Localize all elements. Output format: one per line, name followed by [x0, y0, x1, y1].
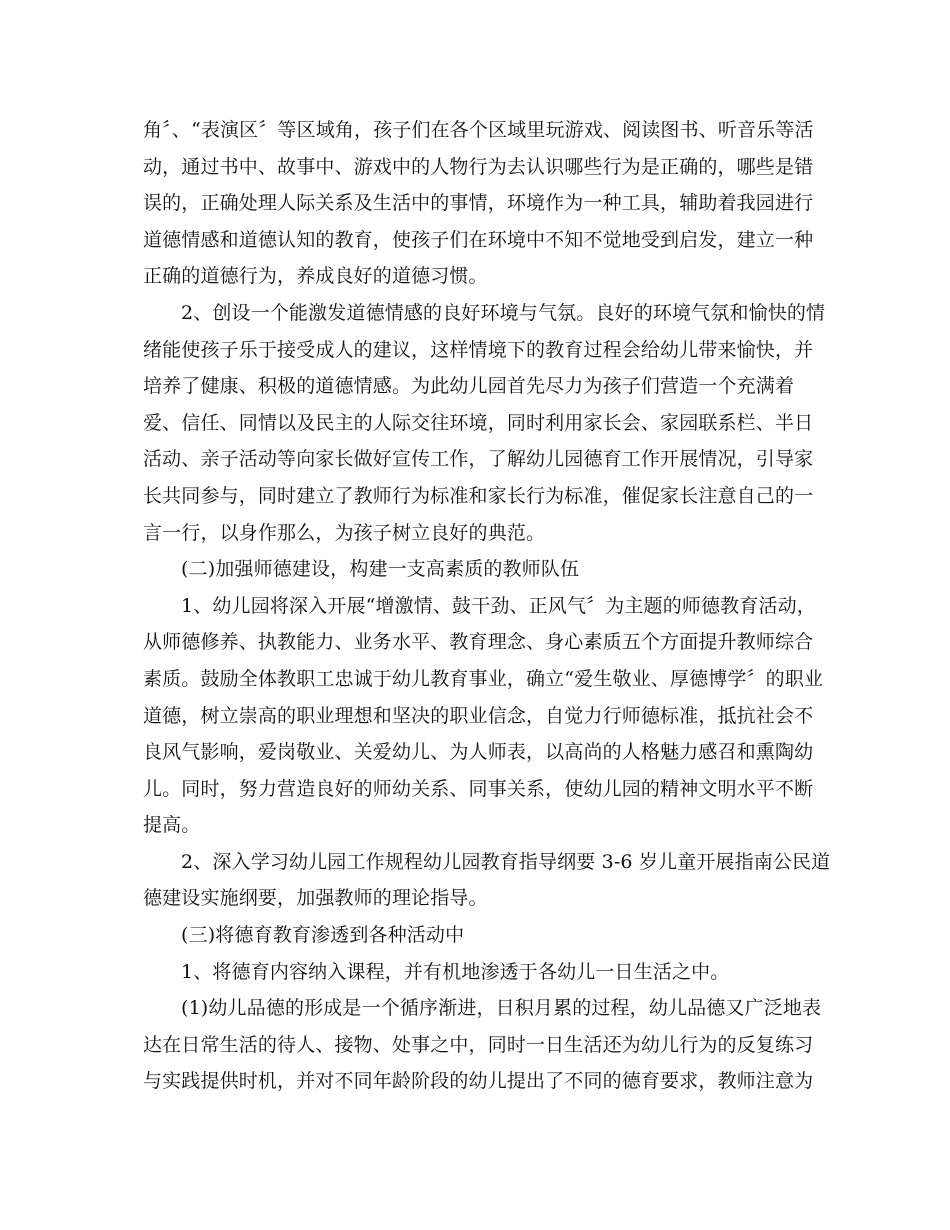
paragraph-start: 1、将德育内容纳入课程，并有机地渗透于各幼儿一日生活之中。 — [181, 960, 730, 983]
text-line: 误的，正确处理人际关系及生活中的事情，环境作为一种工具，辅助着我园进行 — [143, 192, 814, 215]
text-line: 素质。鼓励全体教职工忠诚于幼儿教育事业，确立“爱生敬业、厚德博学〞的职业 — [143, 667, 824, 690]
text-line: 与实践提供时机，并对不同年龄阶段的幼儿提出了不同的德育要求，教师注意为 — [143, 1070, 814, 1093]
text-line: 爱、信任、同情以及民主的人际交往环境，同时利用家长会、家园联系栏、半日 — [143, 411, 814, 434]
paragraph-start: 2、创设一个能激发道德情感的良好环境与气氛。良好的环境气氛和愉快的情 — [181, 301, 826, 324]
text-line: 长共同参与，同时建立了教师行为标准和家长行为标准，催促家长注意自己的一 — [143, 484, 814, 507]
text-line: 活动、亲子活动等向家长做好宣传工作，了解幼儿园德育工作开展情况，引导家 — [143, 448, 814, 471]
text-line: 绪能使孩子乐于接受成人的建议，这样情境下的教育过程会给幼儿带来愉快，并 — [143, 338, 814, 361]
text-line: 德建设实施纲要，加强教师的理论指导。 — [143, 887, 488, 910]
text-line: 道德，树立崇高的职业理想和坚决的职业信念，自觉力行师德标准，抵抗社会不 — [143, 704, 814, 727]
text-line: 培养了健康、积极的道德情感。为此幼儿园首先尽力为孩子们营造一个充满着 — [143, 375, 795, 398]
text-line: 儿。同时，努力营造良好的师幼关系、同事关系，使幼儿园的精神文明水平不断 — [143, 777, 814, 800]
paragraph-start: (1)幼儿品德的形成是一个循序渐进，日积月累的过程，幼儿品德又广泛地表 — [181, 997, 822, 1020]
text-line: 言一行，以身作那么，为孩子树立良好的典范。 — [143, 521, 546, 544]
paragraph-start: 1、幼儿园将深入开展“增激情、鼓干劲、正风气〞为主题的师德教育活动， — [181, 594, 816, 617]
section-heading: (二)加强师德建设，构建一支高素质的教师队伍 — [181, 558, 580, 581]
text-line: 正确的道德行为，养成良好的道德习惯。 — [143, 265, 488, 288]
section-heading: (三)将德育教育渗透到各种活动中 — [181, 924, 465, 947]
text-line: 角〞、“表演区〞等区域角，孩子们在各个区域里玩游戏、阅读图书、听音乐等活 — [143, 119, 814, 141]
text-line: 动，通过书中、故事中、游戏中的人物行为去认识哪些行为是正确的，哪些是错 — [143, 155, 814, 178]
text-line: 提高。 — [143, 814, 201, 837]
text-line: 道德情感和道德认知的教育，使孩子们在环境中不知不觉地受到启发，建立一种 — [143, 228, 814, 251]
text-line: 良风气影响，爱岗敬业、关爱幼儿、为人师表，以高尚的人格魅力感召和熏陶幼 — [143, 741, 814, 764]
text-line: 从师德修养、执教能力、业务水平、教育理念、身心素质五个方面提升教师综合 — [143, 631, 814, 654]
paragraph-start: 2、深入学习幼儿园工作规程幼儿园教育指导纲要 3-6 岁儿童开展指南公民道 — [181, 850, 831, 873]
document-page — [143, 112, 831, 1100]
text-line: 达在日常生活的待人、接物、处事之中，同时一日生活还为幼儿行为的反复练习 — [143, 1033, 814, 1056]
